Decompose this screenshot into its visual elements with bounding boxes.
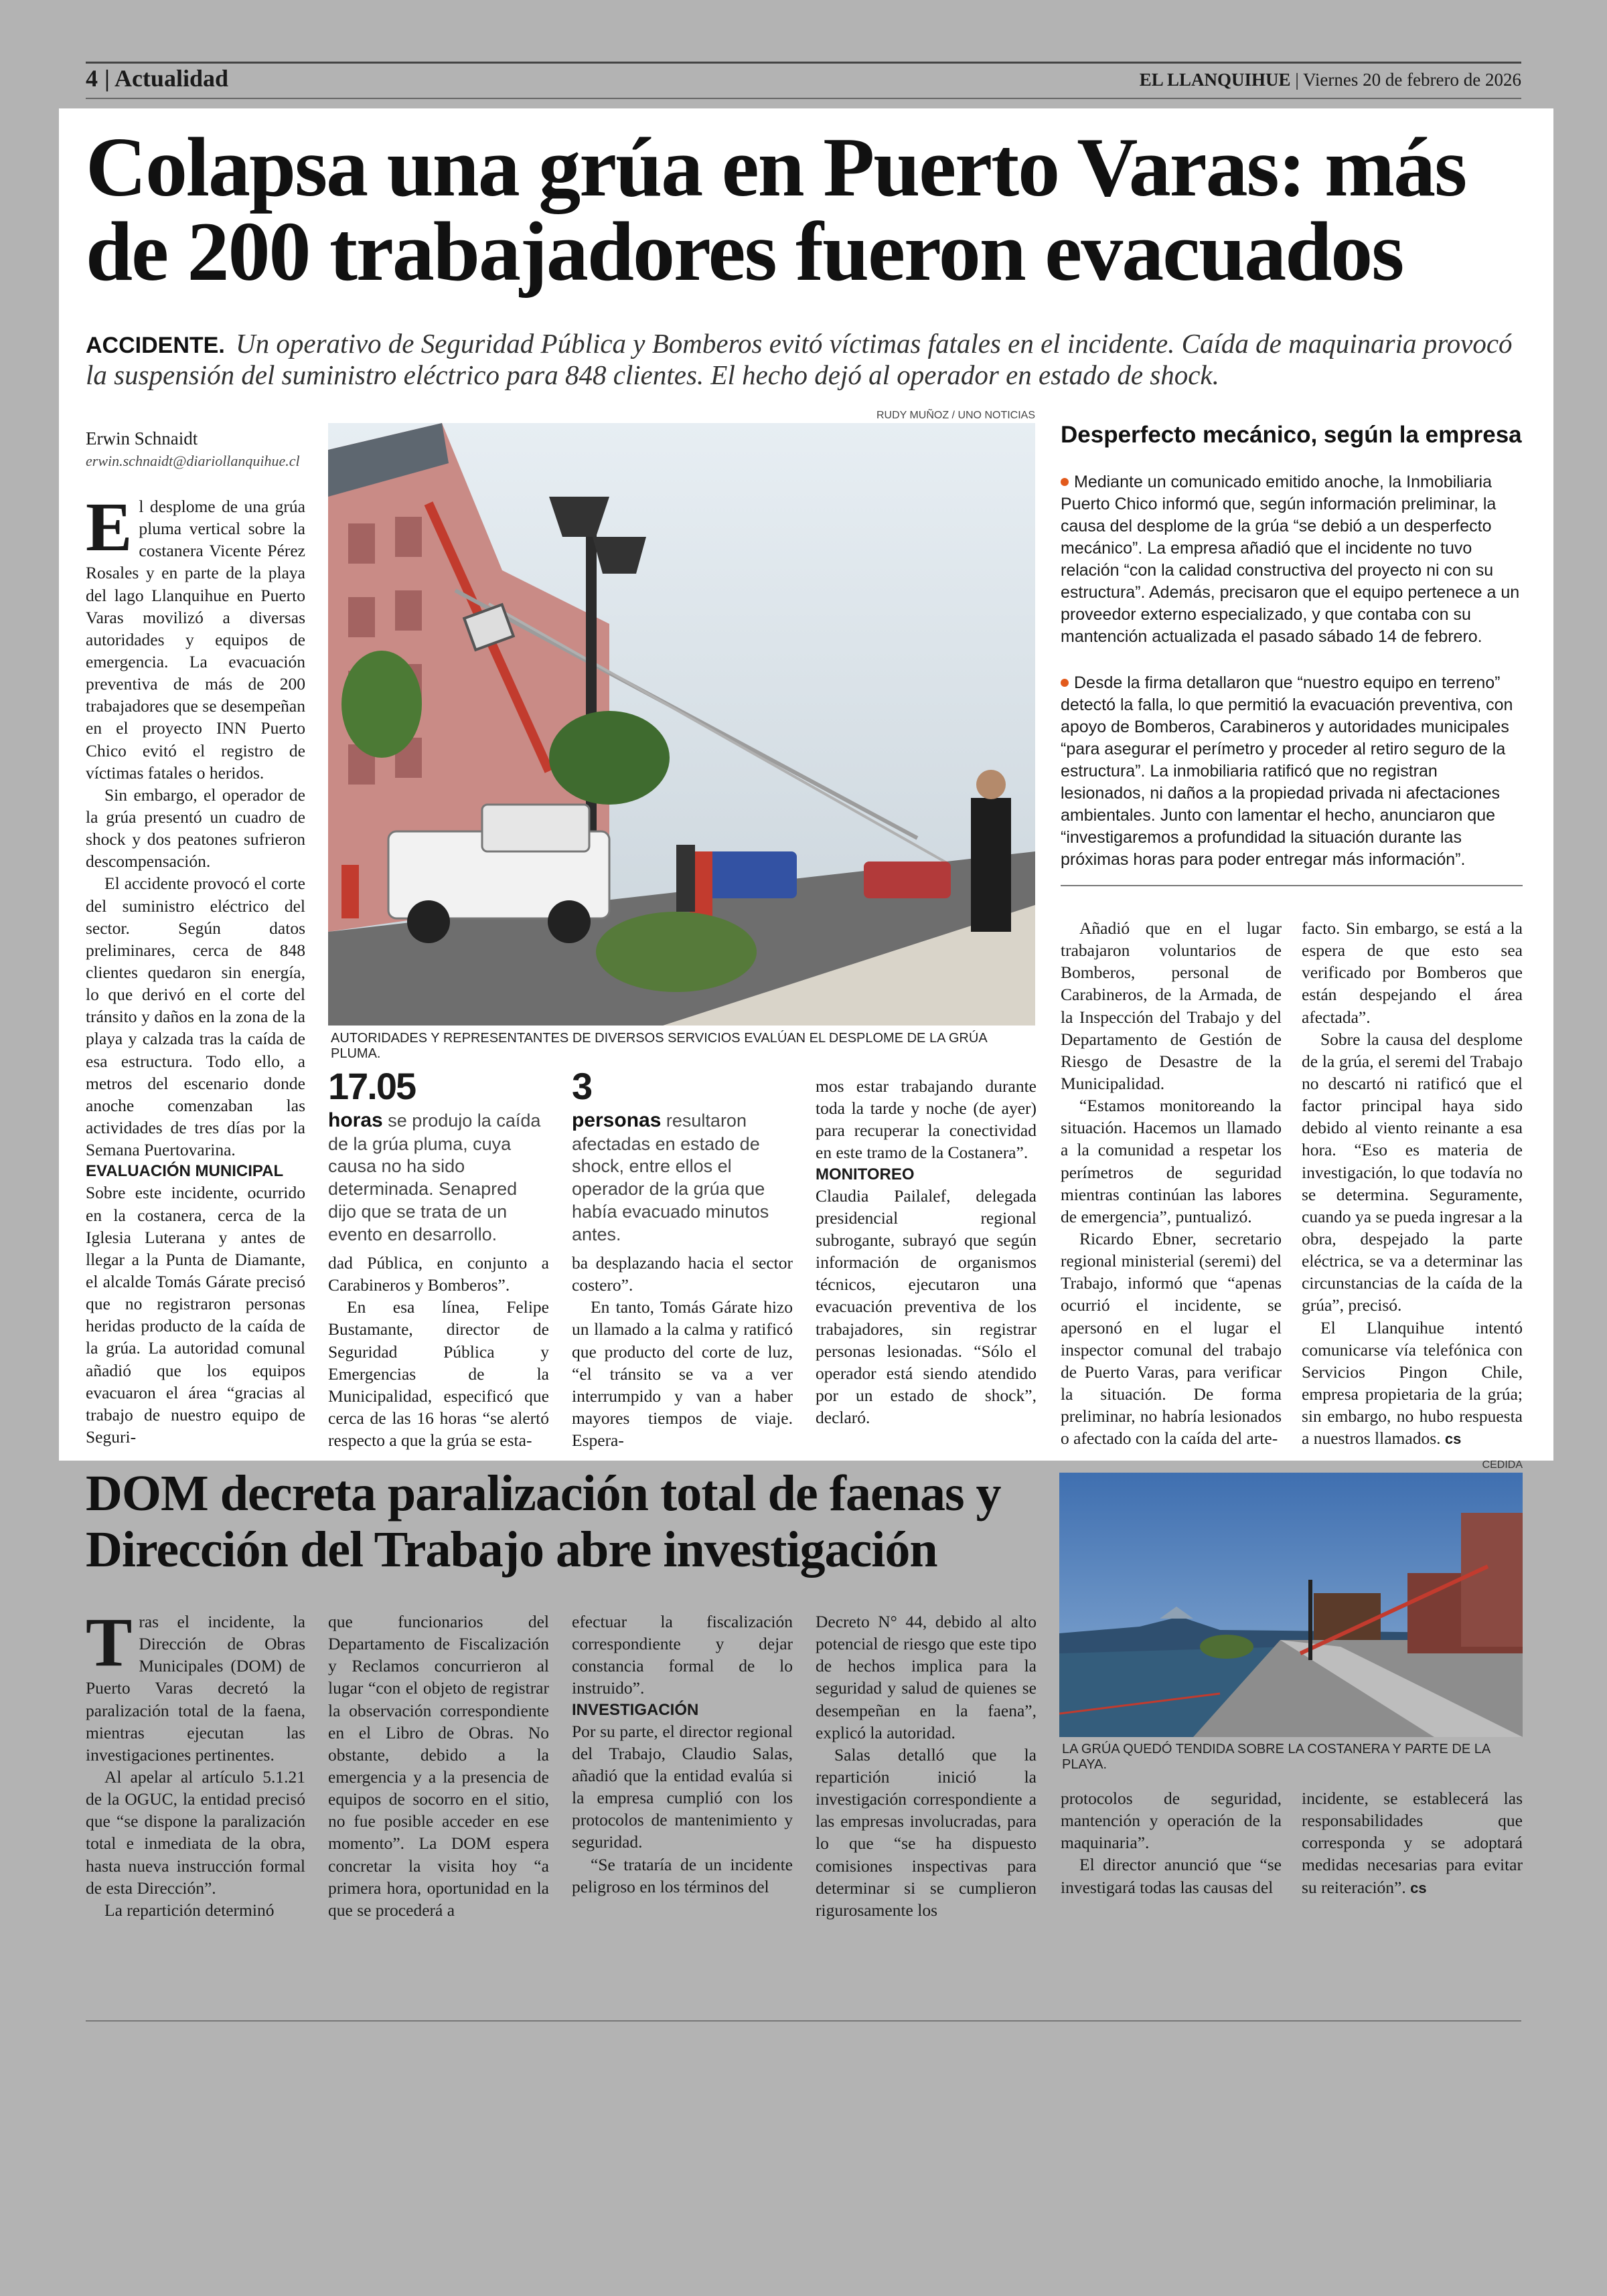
a2-col3-paragraph: Por su parte, el director regional del Trabajo, Claudio Salas, añadió que la entidad evalúa si la empresa cumplió con los protocolos de mantenimiento y seguridad. <box>572 1721 793 1852</box>
photo-credit: RUDY MUÑOZ / UNO NOTICIAS <box>876 410 1035 421</box>
crane-on-waterfront-photo[interactable] <box>1059 1473 1523 1737</box>
col6-paragraph: El Llanquihue intentó comunicarse vía telefónica con Servicios Pingon Chile, empresa propietaria de la grúa; sin embargo, no hubo respuesta a nuestros llamados. cs <box>1302 1317 1523 1449</box>
a2-col3-paragraph: efectuar la fiscalización correspondiente y dejar constancia formal de lo instruido”. <box>572 1612 793 1698</box>
end-mark: cs <box>1444 1430 1462 1448</box>
section-name: Actualidad <box>114 65 228 92</box>
article-column-4 <box>816 1075 1037 1428</box>
article-column-2 <box>328 1252 549 1451</box>
page-header-date: EL LLANQUIHUE | Viernes 20 de febrero de 2026 <box>1139 70 1521 90</box>
sidebar-title: Desperfecto mecánico, según la empresa <box>1061 422 1522 448</box>
header-rule-bottom <box>86 98 1521 99</box>
subhead-evaluacion: EVALUACIÓN MUNICIPAL <box>86 1162 284 1181</box>
stat-number: 17.05 <box>328 1065 416 1107</box>
article2-column-3 <box>572 1611 793 1898</box>
author-email[interactable]: erwin.schnaidt@diariollanquihue.cl <box>86 453 300 469</box>
article-column-5 <box>1061 917 1282 1449</box>
stat-label: personas <box>572 1109 662 1131</box>
a2-col2-paragraph: que funcionarios del Departamento de Fiscalización y Reclamos concurrieron al lugar “con el objeto de registrar la observación correspondiente en el Libro de Obras. No obstante, debido a la emergencia y a la presencia de equipos de socorro en el sitio, no fue posible acceder en ese momento”. La DOM espera concretar la visita hoy “a primera hora, oportunidad en la que se procederá a <box>328 1612 549 1920</box>
stat-text: resultaron afectadas en estado de shock, entre ellos el operador de la grúa que había evacuado minutos antes. <box>572 1111 769 1244</box>
col1-paragraph: Sobre este incidente, ocurrido en la costanera, cerca de la Iglesia Luterana y antes de llegar a la Punta de Diamante, el alcalde Tomás Gárate precisó que no registraron personas heridas producto de la caída de la grúa. La autoridad comunal añadió que los equipos evacuaron el área “gracias al trabajo de nuestro equipo de Seguri- <box>86 1183 305 1447</box>
page-number: 4 <box>86 65 98 92</box>
a2-col6-paragraph: incidente, se establecerá las responsabilidades que corresponda y se adoptará medidas necesarias para evitar su reiteración”. cs <box>1302 1789 1523 1897</box>
a2-col1-paragraph: La repartición determinó <box>104 1900 275 1920</box>
a2-col5-paragraph: protocolos de seguridad, mantención y operación de la maquinaria”. <box>1061 1789 1282 1853</box>
photo2-caption: LA GRÚA QUEDÓ TENDIDA SOBRE LA COSTANERA Y PARTE DE LA PLAYA. <box>1062 1742 1490 1772</box>
header-rule-top <box>86 62 1521 64</box>
sidebar-paragraph <box>1061 672 1523 871</box>
col6-paragraph: Sobre la causa del desplome de la grúa, el seremi del Trabajo no descartó ni ratificó que el factor principal haya sido debido al viento reinante a esa hora. “Eso es materia de investigación, lo que todavía no se determina. Seguramente, cuando ya se pueda ingresar a la obra, despejado la parte eléctrica, se va a determinar las circunstancias de la caída de la grúa”, precisó. <box>1302 1029 1523 1315</box>
a2-col1-paragraph: Al apelar al artículo 5.1.21 de la OGUC, la entidad precisó que “se dispone la paralización total e inmediata de la obra, hasta nueva instrucción formal de esta Dirección”. <box>86 1767 305 1898</box>
a2-col4-paragraph: Decreto N° 44, debido al alto potencial de riesgo que este tipo de hechos implica para la seguridad y salud de quienes se desempeñan en la faena”, explicó la autoridad. <box>816 1612 1037 1742</box>
col6-paragraph: facto. Sin embargo, se está a la espera de que esto sea verificado por Bomberos que están despejando el área afectada”. <box>1302 918 1523 1027</box>
stat-text: se produjo la caída de la grúa pluma, cuya causa no ha sido determinada. Senapred dijo que se trata de un evento en desarrollo. <box>328 1111 541 1244</box>
article-column-3 <box>572 1252 793 1451</box>
drop-cap: T <box>86 1604 133 1681</box>
deck-kicker: ACCIDENTE. <box>86 333 225 358</box>
bullet-dot-icon <box>1061 478 1069 486</box>
a2-col3-paragraph: “Se trataría de un incidente peligroso en los términos del <box>572 1854 793 1896</box>
article-deck <box>86 328 1525 391</box>
col2-paragraph: dad Pública, en conjunto a Carabineros y Bomberos”. <box>328 1253 549 1295</box>
photo2-credit: CEDIDA <box>1482 1459 1523 1471</box>
sidebar-text: Desde la firma detallaron que “nuestro equipo en terreno” detectó la falla, lo que permitió la evacuación preventiva, con apoyo de Bomberos, Carabineros y autoridades municipales “para asegurar el perímetro y proceder al retiro seguro de la estructura”. La inmobiliaria ratificó que no registran lesionados, ni daños a la propiedad privada ni afectaciones ambientales. Junto con lamentar el hecho, anunciaron que “investigaremos a profundidad la situación durante las próximas horas para poder entregar más información”. <box>1061 673 1513 869</box>
a2-col1-paragraph: ras el incidente, la Dirección de Obras Municipales (DOM) de Puerto Varas decretó la paralización total de la faena, mientras ejecutan las investigaciones pertinentes. <box>86 1612 305 1765</box>
col5-paragraph: Añadió que en el lugar trabajaron voluntarios de Bomberos, personal de Carabineros, de la Armada, de la Inspección del Trabajo y del Departamento de Gestión de Riesgo de Desastre de la Municipalidad. <box>1061 918 1282 1093</box>
stat-block-people <box>572 1064 786 1246</box>
drop-cap: E <box>86 489 133 566</box>
col4-paragraph: Claudia Pailalef, delegada presidencial regional subrogante, subrayó que según información de organismos técnicos, ejecutaron una evacuación preventiva de los trabajadores, sin registrar personas lesionadas. “Sólo el operador está siendo atendido por un estado de shock”, declaró. <box>816 1185 1037 1428</box>
stat-block-time <box>328 1064 542 1246</box>
page-header-section: 4 | Actualidad <box>86 65 228 92</box>
deck-text: Un operativo de Seguridad Pública y Bomberos evitó víctimas fatales en el incidente. Caída de maquinaria provocó la suspensión del suministro eléctrico para 848 clientes. El hecho dejó al operador en estado de shock. <box>86 328 1513 391</box>
col5-paragraph: Ricardo Ebner, secretario regional ministerial (seremi) del Trabajo, informó que “apenas ocurrió el incidente, se apersonó en el lugar el inspector comunal del trabajo de Puerto Varas, para verificar la situación. De forma preliminar, no habría lesionados o afectado con la caída del arte- <box>1061 1228 1282 1449</box>
article2-headline: DOM decreta paralización total de faenas y Dirección del Trabajo abre investigación <box>86 1465 1001 1578</box>
stat-number: 3 <box>572 1065 592 1107</box>
article-column-1 <box>86 489 305 1448</box>
a2-col4-paragraph: Salas detalló que la repartición inició la investigación correspondiente a las empresas involucradas, para lo que “se ha dispuesto comisiones inspectivas para determinar si se cumplieron rigurosamente los <box>816 1744 1037 1920</box>
article2-column-6 <box>1302 1787 1523 1898</box>
col3-paragraph: ba desplazando hacia el sector costero”. <box>572 1253 793 1295</box>
crane-collapse-photo[interactable] <box>328 423 1035 1026</box>
col1-paragraph: l desplome de una grúa pluma vertical sobre la costanera Vicente Pérez Rosales y en parte de la playa del lago Llanquihue en Puerto Varas movilizó a diversas autoridades y equipos de emergencia. La evacuación preventiva de más de 200 trabajadores que se desempeñan en el proyecto INN Puerto Chico evitó el registro de víctimas fatales o heridos. <box>86 497 305 783</box>
sidebar-bottom-rule <box>1061 885 1523 886</box>
page-bottom-rule <box>86 2020 1521 2022</box>
col4-paragraph: mos estar trabajando durante toda la tarde y noche (de ayer) para recuperar la conectividad en este tramo de la Costanera”. <box>816 1076 1037 1163</box>
col1-paragraph: Sin embargo, el operador de la grúa presentó un cuadro de shock y dos peatones sufrieron descompensación. <box>86 785 305 872</box>
subhead-monitoreo: MONITOREO <box>816 1165 915 1183</box>
photo-caption: AUTORIDADES Y REPRESENTANTES DE DIVERSOS SERVICIOS EVALÚAN EL DESPLOME DE LA GRÚA PLUMA. <box>331 1031 987 1061</box>
col1-paragraph: El accidente provocó el corte del suministro eléctrico del sector. Según datos preliminares, cerca de 848 clientes quedaron sin energía, lo que derivó en el corte del tránsito y daños en la zona de la playa y calzada tras la caída de esa estructura. Todo ello, a metros del escenario donde anoche comenzaban las actividades de tres días por la Semana Puertovarina. <box>86 874 305 1160</box>
article-headline: Colapsa una grúa en Puerto Varas: más de 200 trabajadores fueron evacuados <box>86 121 1466 299</box>
subhead-investigacion: INVESTIGACIÓN <box>572 1700 699 1719</box>
article-column-6 <box>1302 917 1523 1449</box>
col2-paragraph: En esa línea, Felipe Bustamante, director de Seguridad Pública y Emergencias de la Municipalidad, especificó que cerca de las 16 horas “se alertó respecto a que la grúa se esta- <box>328 1297 549 1451</box>
issue-date: Viernes 20 de febrero de 2026 <box>1302 70 1521 90</box>
sidebar-paragraph <box>1061 471 1523 648</box>
article2-column-5 <box>1061 1787 1282 1898</box>
end-mark: cs <box>1410 1879 1427 1896</box>
article2-column-4 <box>816 1611 1037 1921</box>
article2-column-1 <box>86 1604 305 1921</box>
stat-label: horas <box>328 1109 383 1131</box>
sidebar-text: Mediante un comunicado emitido anoche, la Inmobiliaria Puerto Chico informó que, según información preliminar, la causa del desplome de la grúa “se debió a un desperfecto mecánico”. La empresa añadió que el incidente no tuvo relación “con la calidad constructiva del proyecto ni con su estructura”. Además, precisaron que el equipo pertenece a un proveedor externo especializado, y que contaba con su mantención actualizada el pasado sábado 14 de febrero. <box>1061 473 1520 646</box>
article2-column-2 <box>328 1611 549 1921</box>
col3-paragraph: En tanto, Tomás Gárate hizo un llamado a la calma y ratificó que producto del corte de luz, “el tránsito se va a ver interrumpido y van a haber mayores tiempos de viaje. Espera- <box>572 1297 793 1451</box>
a2-col5-paragraph: El director anunció que “se investigará todas las causas del <box>1061 1855 1282 1897</box>
newspaper-name: EL LLANQUIHUE <box>1139 70 1291 90</box>
author-name: Erwin Schnaidt <box>86 428 198 448</box>
col5-paragraph: “Estamos monitoreando la situación. Hacemos un llamado a la comunidad a respetar los perímetros de seguridad mientras continúan las labores de emergencia”, puntualizó. <box>1061 1096 1282 1226</box>
bullet-dot-icon <box>1061 679 1069 687</box>
